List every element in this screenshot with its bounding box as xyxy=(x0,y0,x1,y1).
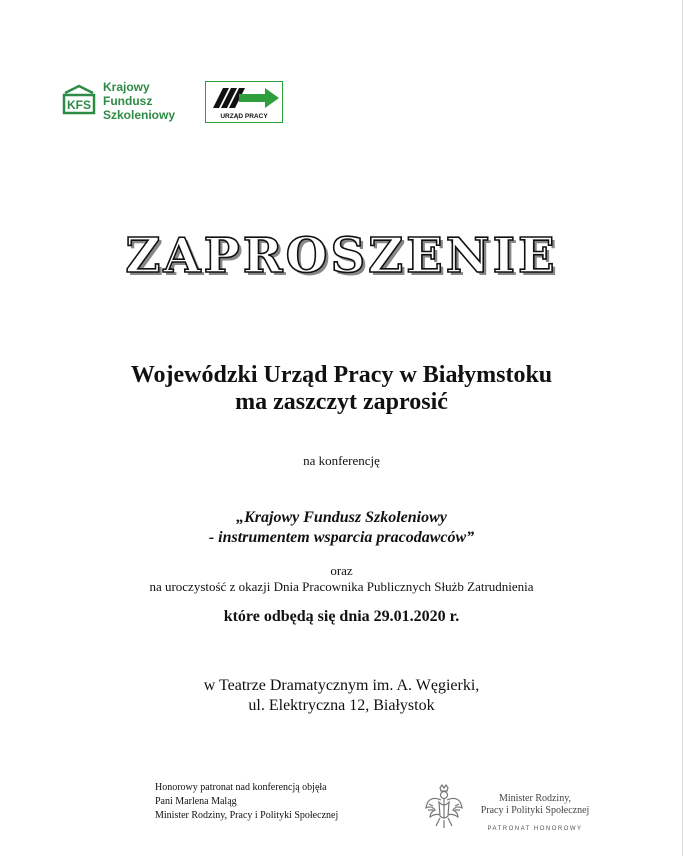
urzad-pracy-logo xyxy=(205,81,283,123)
conference-line-1: „Krajowy Fundusz Szkoleniowy xyxy=(236,509,447,526)
kfs-badge-text: KFS xyxy=(67,98,91,112)
event-date: które odbędą się dnia 29.01.2020 r. xyxy=(223,608,460,625)
kfs-line: Szkoleniowy xyxy=(103,108,176,122)
urzad-pracy-arrow-icon xyxy=(209,84,281,112)
ministry-patronage-logo xyxy=(470,793,600,835)
intro-text: na konferencję xyxy=(303,453,380,468)
organizer-line-2: ma zaszczyt zaprosić xyxy=(235,389,448,415)
venue-line-1: w Teatrze Dramatycznym im. A. Węgierki, xyxy=(203,677,480,694)
also-word: oraz xyxy=(330,563,353,578)
organizer-line-1: Wojewódzki Urząd Pracy w Białymstoku xyxy=(130,362,553,388)
venue-line-2: ul. Elektryczna 12, Białystok xyxy=(248,697,435,714)
patronage-line-3: Minister Rodziny, Pracy i Polityki Społecznej xyxy=(155,810,339,821)
patronage-line-1: Honorowy patronat nad konferencją objęła xyxy=(155,782,327,793)
polish-eagle-emblem-icon xyxy=(424,784,464,830)
kfs-wordmark xyxy=(103,80,175,122)
honorary-patronage-label: PATRONAT HONOROWY xyxy=(487,826,583,832)
patronage-note xyxy=(155,781,338,823)
kfs-line: Fundusz xyxy=(103,94,153,108)
ministry-line-2: Pracy i Polityki Społecznej xyxy=(480,805,590,816)
conference-line-2: - instrumentem wsparcia pracodawców” xyxy=(208,529,475,546)
kfs-badge-icon xyxy=(61,84,97,118)
organizer-heading xyxy=(0,362,683,416)
also-celebration xyxy=(0,563,683,595)
urzad-pracy-label: URZĄD PRACY xyxy=(220,113,268,120)
invitation-title: ZAPROSZENIE xyxy=(125,228,558,284)
kfs-logo xyxy=(61,80,175,122)
kfs-line: Krajowy xyxy=(103,80,150,94)
patronage-line-2: Pani Marlena Maląg xyxy=(155,796,237,807)
venue-address xyxy=(0,676,683,716)
conference-name xyxy=(0,508,683,548)
celebration-text: na uroczystość z okazji Dnia Pracownika Publicznych Służb Zatrudnienia xyxy=(149,579,534,594)
ministry-line-1: Minister Rodziny, xyxy=(498,793,572,804)
